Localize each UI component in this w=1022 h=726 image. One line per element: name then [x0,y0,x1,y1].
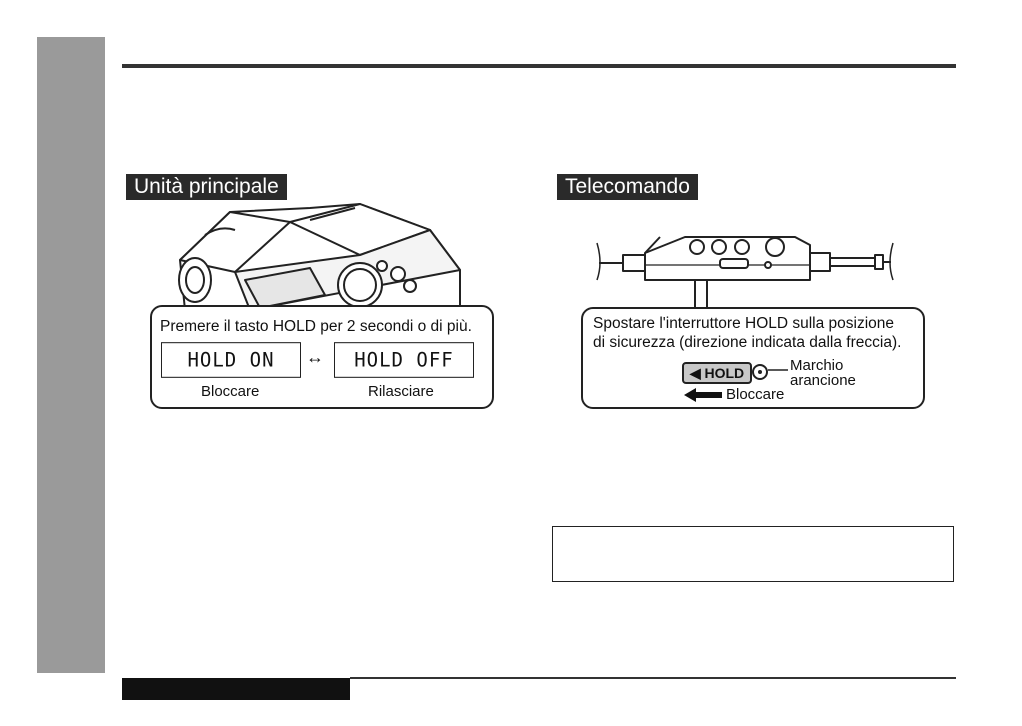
main-release-label: Rilasciare [368,383,434,400]
bottom-rule [350,677,956,679]
remote-instruction-line2: di sicurezza (direzione indicata dalla freccia). [593,334,902,351]
lcd-hold-off: HOLD OFF [334,342,474,378]
remote-instruction-line1: Spostare l'interruttore HOLD sulla posizione [593,315,895,332]
remote-lock-label: Bloccare [726,386,785,403]
double-arrow-icon: ↔ [306,347,324,367]
orange-mark-icon [752,364,768,380]
mark-label-line1: Marchio [790,357,844,374]
left-arrow-icon [684,388,722,402]
remote-illustration [595,225,895,310]
bottom-bar [122,678,350,700]
side-tab [37,37,105,673]
mark-leader-line [768,368,788,372]
lcd-hold-on: HOLD ON [161,342,301,378]
main-lock-label: Bloccare [201,383,260,400]
mark-label-line2: arancione [790,372,856,389]
note-box [552,526,954,582]
main-unit-instruction: Premere il tasto HOLD per 2 secondi o di più. [160,318,472,335]
section-label-main-unit: Unità principale [126,174,287,200]
hold-switch: ◀ HOLD [682,362,752,384]
top-rule [122,64,956,68]
main-unit-illustration [160,200,470,320]
section-label-remote: Telecomando [557,174,698,200]
